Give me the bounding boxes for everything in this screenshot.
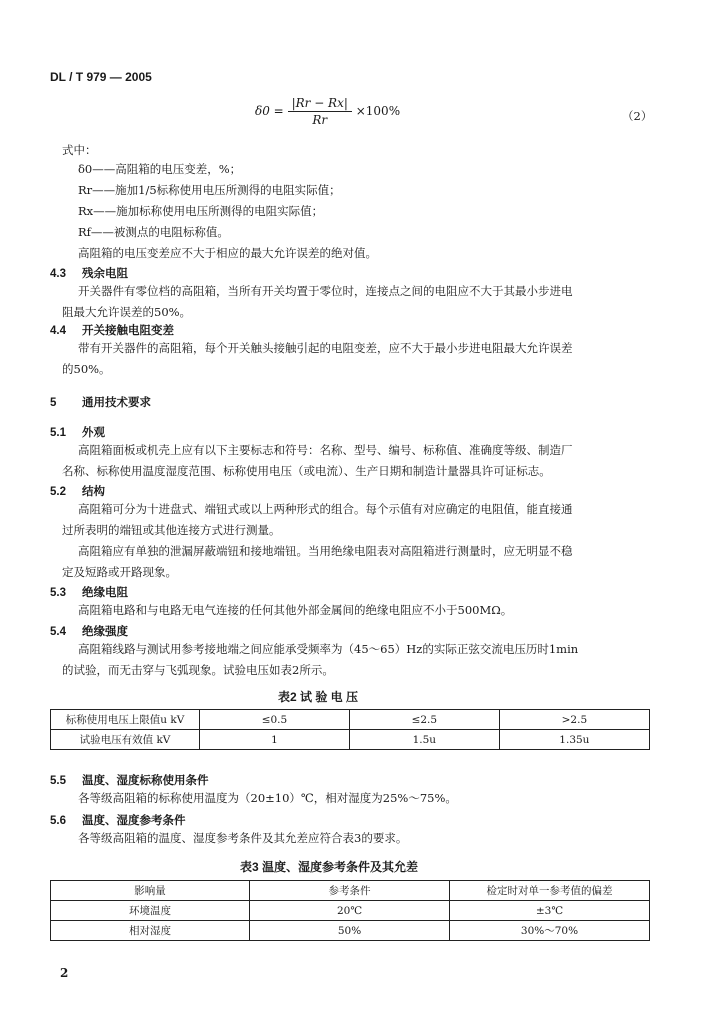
table-cell: 标称使用电压上限值u kV	[51, 710, 200, 730]
section-4-4-line-2: 的50%。	[62, 362, 111, 376]
formula-suffix: ×100%	[355, 104, 401, 118]
section-5-1-heading	[50, 424, 105, 440]
table-header-row	[51, 881, 650, 901]
section-5-2-line-2: 过所表明的端钮或其他连接方式进行测量。	[62, 523, 281, 537]
section-title: 温度、湿度标称使用条件	[82, 775, 209, 787]
section-5-5-line-1: 各等级高阻箱的标称使用温度为（20±10）℃，相对湿度为25%～75%。	[78, 791, 457, 805]
section-number: 5	[50, 397, 57, 409]
definition-3: Rx——施加标称使用电压所测得的电阻实际值；	[78, 204, 324, 218]
formula-numerator: |Rr − Rx|	[288, 96, 352, 112]
definition-4: Rf——被测点的电阻标称值。	[78, 225, 229, 239]
table-cell: 试验电压有效值 kV	[51, 730, 200, 750]
table-cell: ≤2.5	[349, 710, 499, 730]
section-5-4-line-2: 的试验，而无击穿与飞弧现象。试验电压如表2所示。	[62, 663, 334, 677]
table-cell: 1.5u	[349, 730, 499, 750]
table-row	[51, 710, 650, 730]
section-5-3-heading	[50, 584, 128, 600]
section-title: 外观	[82, 427, 105, 439]
section-number: 5.5	[50, 775, 66, 787]
formula-lhs: δ0 =	[255, 104, 284, 118]
section-number: 4.4	[50, 325, 66, 337]
table-cell: 1	[200, 730, 350, 750]
table-cell: 相对湿度	[51, 921, 250, 941]
section-title: 开关接触电阻变差	[82, 325, 174, 337]
formula-fraction	[288, 96, 352, 127]
table-3-caption: 表3 温度、湿度参考条件及其允差	[240, 860, 419, 874]
section-4-3-heading	[50, 265, 128, 281]
table-cell: 50%	[250, 921, 450, 941]
definition-1: δ0——高阻箱的电压变差，%；	[78, 162, 242, 176]
section-4-3-line-2: 阻最大允许误差的50%。	[62, 305, 192, 319]
standard-header: DL / T 979 — 2005	[50, 70, 152, 84]
table-header-cell: 影响量	[51, 881, 250, 901]
section-title: 绝缘电阻	[82, 587, 128, 599]
table-cell: 1.35u	[499, 730, 649, 750]
table-2-caption: 表2 试 验 电 压	[278, 690, 359, 704]
section-5-1-line-2: 名称、标称使用温度湿度范围、标称使用电压（或电流）、生产日期和制造计量器具许可证标志。	[62, 464, 551, 478]
table-row	[51, 901, 650, 921]
section-title: 残余电阻	[82, 268, 128, 280]
section-5-4-heading	[50, 623, 128, 639]
table-cell: >2.5	[499, 710, 649, 730]
section-5-2-line-3: 高阻箱应有单独的泄漏屏蔽端钮和接地端钮。当用绝缘电阻表对高阻箱进行测量时，应无明显不稳	[78, 544, 573, 558]
table-2	[50, 709, 650, 750]
page-number: 2	[60, 966, 69, 980]
section-number: 5.1	[50, 427, 66, 439]
section-5-2-line-1: 高阻箱可分为十进盘式、端钮式或以上两种形式的组合。每个示值有对应确定的电阻值，能直接通	[78, 502, 573, 516]
section-4-4-line-1: 带有开关器件的高阻箱，每个开关触头接触引起的电阻变差，应不大于最小步进电阻最大允许误差	[78, 341, 573, 355]
table-header-cell: 检定时对单一参考值的偏差	[449, 881, 649, 901]
where-label: 式中：	[62, 143, 97, 157]
section-5-6-heading	[50, 812, 186, 828]
section-title: 通用技术要求	[82, 397, 151, 409]
table-row	[51, 730, 650, 750]
formula-number: （2）	[622, 109, 653, 123]
section-number: 5.2	[50, 486, 66, 498]
section-5-6-line-1: 各等级高阻箱的温度、湿度参考条件及其允差应符合表3的要求。	[78, 831, 408, 845]
section-5-3-line-1: 高阻箱电路和与电路无电气连接的任何其他外部金属间的绝缘电阻应不小于500MΩ。	[78, 603, 513, 617]
formula-2	[255, 96, 400, 127]
section-title: 温度、湿度参考条件	[82, 815, 186, 827]
formula-denominator: Rr	[312, 113, 328, 127]
table-cell: 20℃	[250, 901, 450, 921]
section-5-4-line-1: 高阻箱线路与测试用参考接地端之间应能承受频率为（45～65）Hz的实际正弦交流电压历时1min	[78, 642, 579, 656]
section-5-heading	[50, 394, 151, 410]
table-cell: ≤0.5	[200, 710, 350, 730]
section-4-3-line-1: 开关器件有零位档的高阻箱，当所有开关均置于零位时，连接点之间的电阻应不大于其最小步进电	[78, 284, 573, 298]
section-title: 结构	[82, 486, 105, 498]
section-number: 5.3	[50, 587, 66, 599]
section-5-5-heading	[50, 772, 209, 788]
voltage-note: 高阻箱的电压变差应不大于相应的最大允许误差的绝对值。	[78, 246, 377, 260]
section-5-1-line-1: 高阻箱面板或机壳上应有以下主要标志和符号：名称、型号、编号、标称值、准确度等级、制造厂	[78, 443, 573, 457]
section-number: 5.4	[50, 626, 66, 638]
section-number: 5.6	[50, 815, 66, 827]
table-header-cell: 参考条件	[250, 881, 450, 901]
section-4-4-heading	[50, 322, 174, 338]
table-cell: 环境温度	[51, 901, 250, 921]
section-5-2-heading	[50, 483, 105, 499]
table-cell: ±3℃	[449, 901, 649, 921]
table-row	[51, 921, 650, 941]
table-3	[50, 880, 650, 941]
section-title: 绝缘强度	[82, 626, 128, 638]
section-5-2-line-4: 定及短路或开路现象。	[62, 565, 177, 579]
table-cell: 30%～70%	[449, 921, 649, 941]
section-number: 4.3	[50, 268, 66, 280]
definition-2: Rr——施加1/5标称使用电压所测得的电阻实际值；	[78, 183, 341, 197]
